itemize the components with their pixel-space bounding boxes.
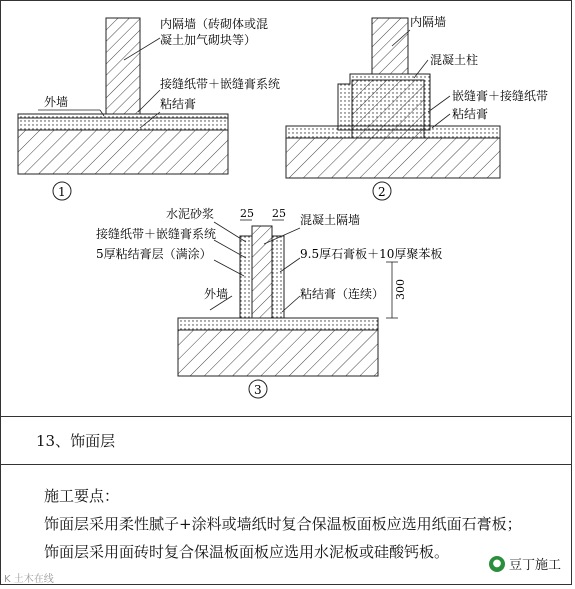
diagram-2 [286, 14, 548, 200]
d3-dim-right: 25 [272, 207, 286, 220]
notes-line-1: 饰面层采用柔性腻子+涂料或墙纸时复合保温板面板应选用纸面石膏板； [44, 515, 522, 533]
d1-outer-wall [18, 130, 228, 174]
d1-label-tape: 接缝纸带＋嵌缝膏系统 [160, 77, 281, 91]
d2-number: 2 [378, 185, 386, 199]
d1-inner-wall [106, 18, 140, 114]
divider-top [0, 416, 572, 417]
d3-label-concrete-wall: 混凝土隔墙 [300, 213, 361, 227]
d1-label-inner-wall-2: 凝土加气砌块等） [160, 33, 257, 47]
d1-number: 1 [58, 185, 66, 199]
notes-line-2: 饰面层采用面砖时复合保温板面板应选用水泥板或硅酸钙板。 [44, 543, 450, 561]
d3-board-layer [178, 318, 378, 330]
d3-dim-left: 25 [240, 207, 254, 220]
left-watermark: K 土木在线 [4, 574, 54, 585]
notes-heading: 施工要点： [44, 487, 120, 505]
d3-label-outer-wall: 外墙 [204, 287, 229, 301]
d3-label-adhesive-cont: 粘结膏（连续） [300, 287, 385, 301]
diagram-1 [18, 16, 280, 200]
divider-bottom [0, 464, 572, 465]
d1-label-adhesive: 粘结膏 [160, 97, 197, 111]
watermark [489, 554, 561, 573]
d2-label-tape: 嵌缝膏＋接缝纸带 [452, 89, 549, 103]
d2-label-inner-wall: 内隔墙 [410, 15, 447, 29]
d3-label-board: 9.5厚石膏板＋10厚聚苯板 [300, 247, 443, 261]
diagram-3 [96, 206, 442, 398]
d2-label-adhesive: 粘结膏 [452, 107, 489, 121]
d2-label-column: 混凝土柱 [430, 53, 479, 67]
d3-concrete-wall [252, 226, 272, 318]
d2-inner-wall [372, 18, 408, 74]
watermark-text: 豆丁施工 [508, 558, 561, 573]
d3-dim-vertical: 300 [394, 279, 407, 300]
d2-base-wall [286, 138, 500, 178]
construction-notes [44, 482, 522, 566]
d3-label-mortar: 水泥砂浆 [166, 207, 215, 221]
wechat-icon: ● [489, 556, 505, 572]
d3-label-tape: 接缝纸带＋嵌缝膏系统 [96, 227, 217, 241]
d1-board-layer [18, 114, 228, 130]
d3-label-adhesive-layer: 5厚粘结膏层（满涂） [96, 247, 212, 261]
d3-base-wall [178, 330, 378, 376]
d3-number: 3 [254, 383, 262, 397]
section-title: 13、饰面层 [36, 432, 116, 450]
d1-label-inner-wall-1: 内隔墙（砖砌体或混 [160, 17, 269, 31]
d1-label-outer-wall: 外墙 [44, 95, 69, 109]
d2-board-layer [286, 126, 500, 138]
